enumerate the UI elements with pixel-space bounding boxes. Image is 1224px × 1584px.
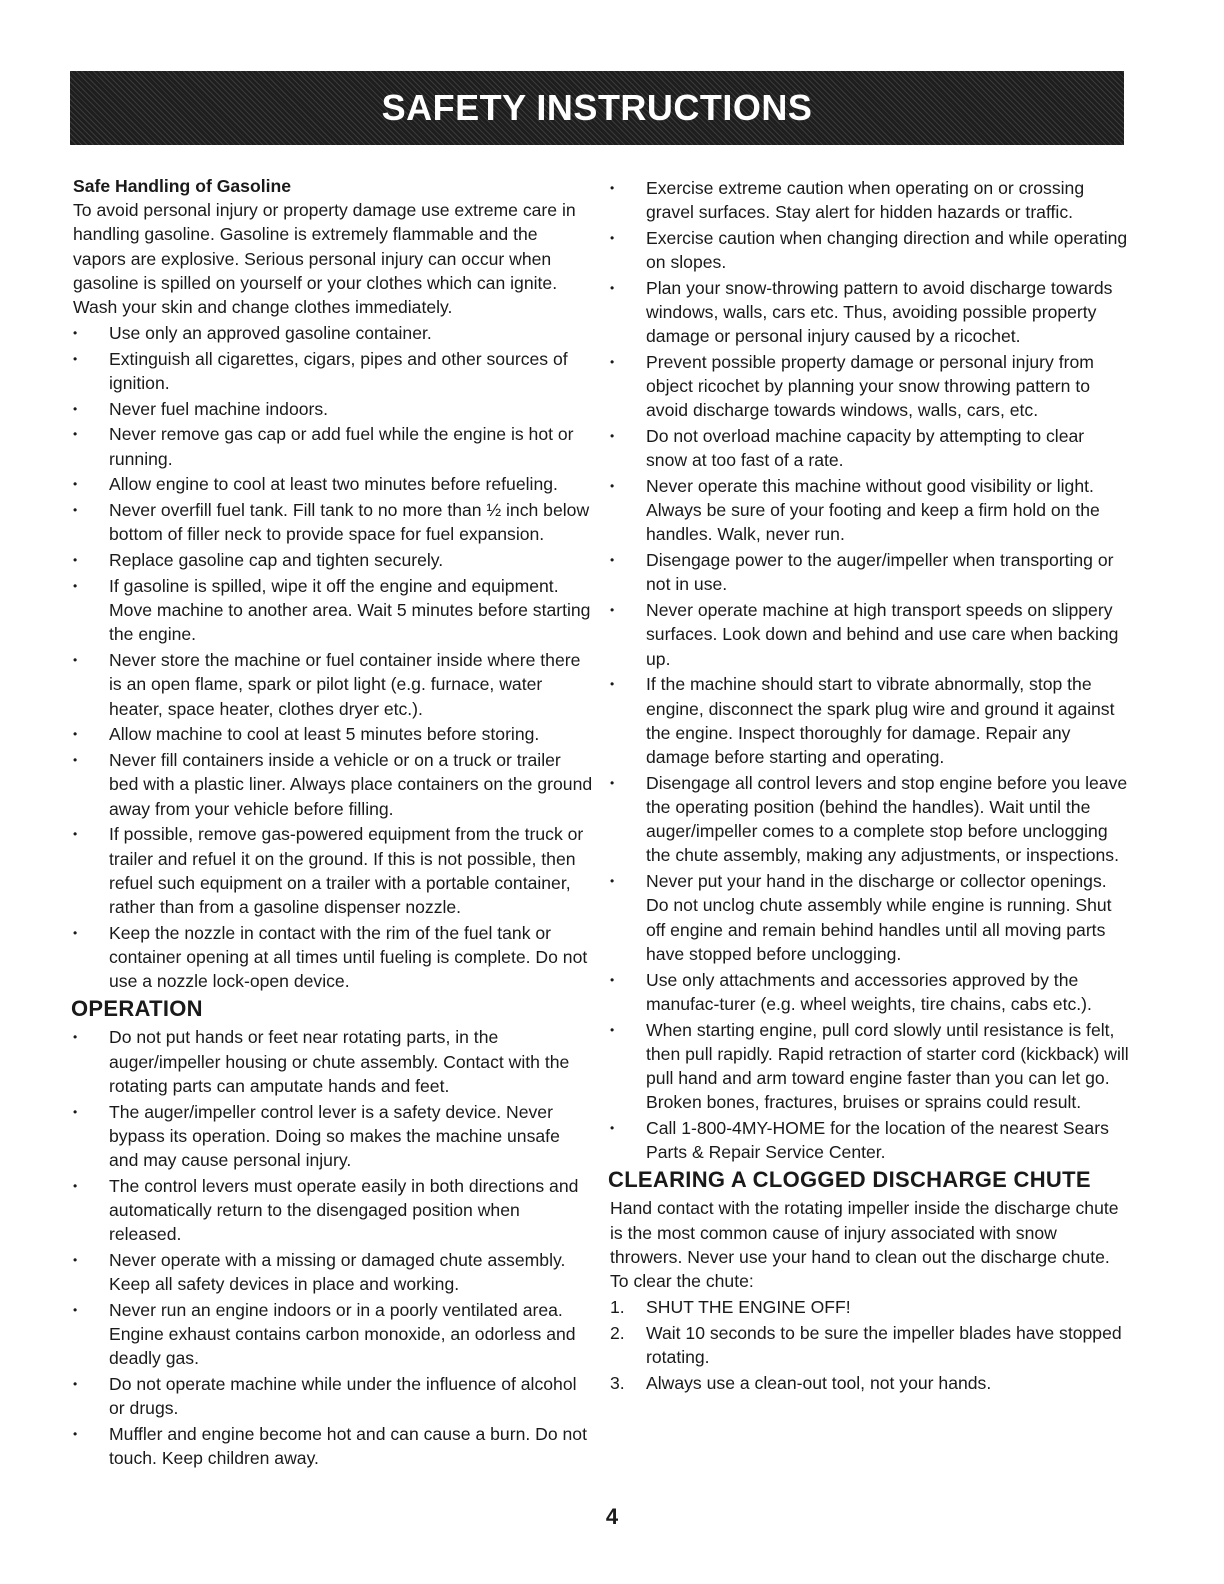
list-item: • Plan your snow-throwing pattern to avoid discharge towards windows, walls, cars etc. Thus, avoiding possible property damage or personal injury caused by a ricochet. — [610, 276, 1130, 349]
list-item: • The control levers must operate easily in both directions and automatically return to the disengaged position when released. — [73, 1174, 593, 1247]
list-item: • If gasoline is spilled, wipe it off the engine and equipment. Move machine to another area. Wait 5 minutes before starting the engine. — [73, 574, 593, 647]
step-item — [610, 1295, 1130, 1319]
list-item: • Replace gasoline cap and tighten securely. — [73, 548, 593, 572]
operation-list — [73, 1025, 593, 1470]
step-number: 3. — [610, 1372, 625, 1393]
list-item: • The auger/impeller control lever is a safety device. Never bypass its operation. Doing so makes the machine unsafe and may cause personal injury. — [73, 1100, 593, 1173]
list-item: • Disengage all control levers and stop engine before you leave the operating position (behind the handles). Wait until the auger/impeller comes to a complete stop before unclogging the chute assembly, making any adjustments, or inspections. — [610, 771, 1130, 868]
list-item: • Never run an engine indoors or in a poorly ventilated area. Engine exhaust contains carbon monoxide, an odorless and deadly gas. — [73, 1298, 593, 1371]
list-item: • Use only an approved gasoline container. — [73, 321, 593, 345]
page-number: 4 — [605, 1504, 619, 1529]
operation-list-continued — [610, 176, 1130, 1165]
list-item: • Never operate this machine without good visibility or light. Always be sure of your footing and keep a firm hold on the handles. Walk, never run. — [610, 474, 1130, 547]
list-item: • Never fuel machine indoors. — [73, 397, 593, 421]
step-item — [610, 1371, 1130, 1395]
list-item: • Extinguish all cigarettes, cigars, pipes and other sources of ignition. — [73, 347, 593, 395]
left-column — [73, 174, 593, 1471]
list-item: • When starting engine, pull cord slowly until resistance is felt, then pull rapidly. Rapid retraction of starter cord (kickback) will pull hand and arm toward engine faster than you can let go. Broken bones, fractures, bruises or sprains could result. — [610, 1018, 1130, 1115]
chute-intro: Hand contact with the rotating impeller inside the discharge chute is the most common cause of injury associated with snow throwers. Never use your hand to clean out the discharge chute. — [610, 1198, 1119, 1267]
operation-heading: OPERATION — [71, 996, 203, 1022]
gasoline-heading: Safe Handling of Gasoline — [73, 176, 291, 196]
list-item: • Muffler and engine become hot and can cause a burn. Do not touch. Keep children away. — [73, 1422, 593, 1470]
list-item: • Do not put hands or feet near rotating parts, in the auger/impeller housing or chute assembly. Contact with the rotating parts can amputate hands and feet. — [73, 1025, 593, 1098]
step-item — [610, 1321, 1130, 1369]
list-item: • Never operate with a missing or damaged chute assembly. Keep all safety devices in place and working. — [73, 1248, 593, 1296]
gasoline-intro: To avoid personal injury or property damage use extreme care in handling gasoline. Gasoline is extremely flammable and the vapors are explosive. Serious personal injury can occur when gasoline is spilled on yourself or your clothes which can ignite. Wash your skin and change clothes immediately. — [73, 200, 576, 318]
list-item: • Never overfill fuel tank. Fill tank to no more than ½ inch below bottom of filler neck to provide space for fuel expansion. — [73, 498, 593, 546]
list-item: • Disengage power to the auger/impeller when transporting or not in use. — [610, 548, 1130, 596]
list-item: • Never remove gas cap or add fuel while the engine is hot or running. — [73, 422, 593, 470]
list-item: • Do not overload machine capacity by attempting to clear snow at too fast of a rate. — [610, 424, 1130, 472]
list-item: • Exercise extreme caution when operating on or crossing gravel surfaces. Stay alert for hidden hazards or traffic. — [610, 176, 1130, 224]
step-text: SHUT THE ENGINE OFF! — [646, 1296, 851, 1317]
list-item: • Allow engine to cool at least two minutes before refueling. — [73, 472, 593, 496]
list-item: • If possible, remove gas-powered equipment from the truck or trailer and refuel it on the ground. If this is not possible, then refuel such equipment on a trailer with a portable container, rather than from a gasoline dispenser nozzle. — [73, 822, 593, 919]
step-text: Wait 10 seconds to be sure the impeller blades have stopped rotating. — [646, 1322, 1122, 1367]
gasoline-list — [73, 321, 593, 994]
list-item: • Use only attachments and accessories approved by the manufac-turer (e.g. wheel weights, tire chains, cabs etc.). — [610, 968, 1130, 1016]
list-item: • Exercise caution when changing direction and while operating on slopes. — [610, 226, 1130, 274]
list-item: • Never store the machine or fuel container inside where there is an open flame, spark or pilot light (e.g. furnace, water heater, space heater, clothes dryer etc.). — [73, 648, 593, 721]
step-text: Always use a clean-out tool, not your hands. — [646, 1372, 992, 1393]
right-column — [610, 174, 1130, 1395]
step-number: 1. — [610, 1296, 625, 1317]
section-banner — [70, 71, 1124, 145]
list-item: • If the machine should start to vibrate abnormally, stop the engine, disconnect the spark plug wire and ground it against the engine. Inspect thoroughly for damage. Repair any damage before starting and operating. — [610, 672, 1130, 769]
list-item: • Keep the nozzle in contact with the rim of the fuel tank or container opening at all times until fueling is complete. Do not use a nozzle lock-open device. — [73, 921, 593, 994]
list-item: • Never put your hand in the discharge or collector openings. Do not unclog chute assembly while engine is running. Shut off engine and remain behind handles until all moving parts have stopped before unclogging. — [610, 869, 1130, 966]
chute-steps — [610, 1295, 1130, 1395]
list-item: • Allow machine to cool at least 5 minutes before storing. — [73, 722, 593, 746]
list-item: • Prevent possible property damage or personal injury from object ricochet by planning your snow throwing pattern to avoid discharge towards windows, walls, cars, etc. — [610, 350, 1130, 423]
banner-title: SAFETY INSTRUCTIONS — [381, 87, 813, 128]
list-item: • Never operate machine at high transport speeds on slippery surfaces. Look down and behind and use care when backing up. — [610, 598, 1130, 671]
chute-heading: CLEARING A CLOGGED DISCHARGE CHUTE — [608, 1167, 1091, 1193]
list-item: • Call 1-800-4MY-HOME for the location of the nearest Sears Parts & Repair Service Center. — [610, 1116, 1130, 1164]
list-item: • Never fill containers inside a vehicle or on a truck or trailer bed with a plastic liner. Always place containers on the ground away from your vehicle before filling. — [73, 748, 593, 821]
list-item: • Do not operate machine while under the influence of alcohol or drugs. — [73, 1372, 593, 1420]
chute-lead: To clear the chute: — [610, 1271, 754, 1292]
step-number: 2. — [610, 1322, 625, 1343]
